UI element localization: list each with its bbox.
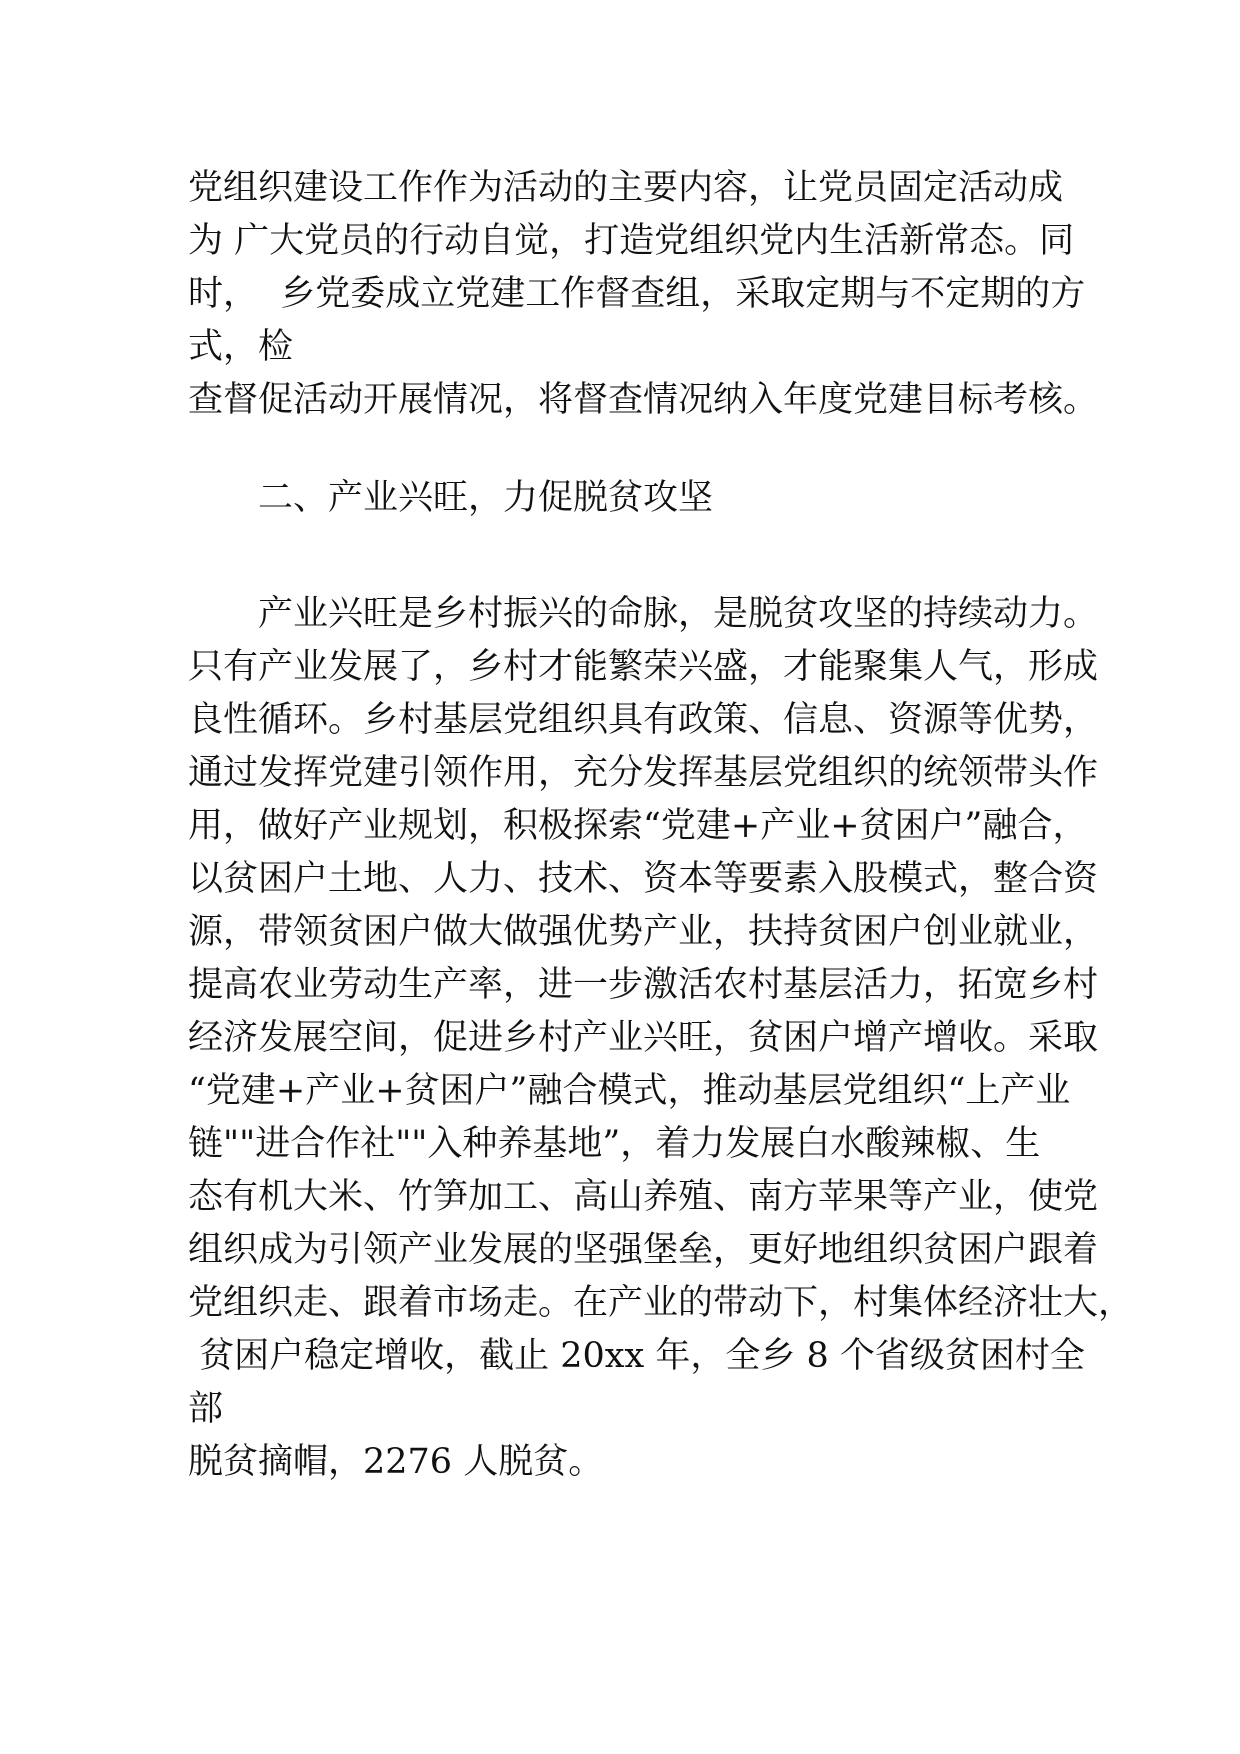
body-line: 通过发挥党建引领作用，充分发挥基层党组织的统领带头作 xyxy=(188,753,1099,793)
body-line: 链""进合作社""入种养基地”，着力发展白水酸辣椒、生 xyxy=(188,1124,1041,1164)
body-line: 经济发展空间，促进乡村产业兴旺，贫困户增产增收。采取 xyxy=(188,1018,1099,1058)
body-line: 时， 乡党委成立党建工作督查组，采取定期与不定期的方 xyxy=(188,274,1086,314)
body-line: 党组织建设工作作为活动的主要内容，让党员固定活动成 xyxy=(188,168,1064,208)
section-heading: 二、产业兴旺，力促脱贫攻坚 xyxy=(258,478,714,518)
body-line: 态有机大米、竹笋加工、高山养殖、南方苹果等产业，使党 xyxy=(188,1177,1099,1217)
body-line: 式，检 xyxy=(188,327,294,367)
body-line: 查督促活动开展情况，将督查情况纳入年度党建目标考核。 xyxy=(188,380,1099,420)
body-line: “党建+产业+贫困户”融合模式，推动基层党组织“上产业 xyxy=(188,1071,1071,1111)
body-line: 部 xyxy=(188,1389,224,1429)
body-line: 贫困户稳定增收，截止 20xx 年，全乡 8 个省级贫困村全 xyxy=(188,1336,1085,1376)
body-line: 良性循环。乡村基层党组织具有政策、信息、资源等优势， xyxy=(188,700,1099,740)
body-line: 脱贫摘帽，2276 人脱贫。 xyxy=(188,1442,604,1482)
body-line: 为 广大党员的行动自觉，打造党组织党内生活新常态。同 xyxy=(188,221,1075,261)
body-line: 用，做好产业规划，积极探索“党建+产业+贫困户”融合， xyxy=(188,806,1088,846)
body-line: 只有产业发展了，乡村才能繁荣兴盛，才能聚集人气，形成 xyxy=(188,647,1099,687)
body-line: 以贫困户土地、人力、技术、资本等要素入股模式，整合资 xyxy=(188,859,1099,899)
body-line: 组织成为引领产业发展的坚强堡垒，更好地组织贫困户跟着 xyxy=(188,1230,1099,1270)
body-line: 源，带领贫困户做大做强优势产业，扶持贫困户创业就业， xyxy=(188,912,1099,952)
paragraph-first-line: 产业兴旺是乡村振兴的命脉，是脱贫攻坚的持续动力。 xyxy=(258,594,1099,634)
body-line: 提高农业劳动生产率，进一步激活农村基层活力，拓宽乡村 xyxy=(188,965,1099,1005)
body-line: 党组织走、跟着市场走。在产业的带动下，村集体经济壮大， xyxy=(188,1283,1134,1323)
